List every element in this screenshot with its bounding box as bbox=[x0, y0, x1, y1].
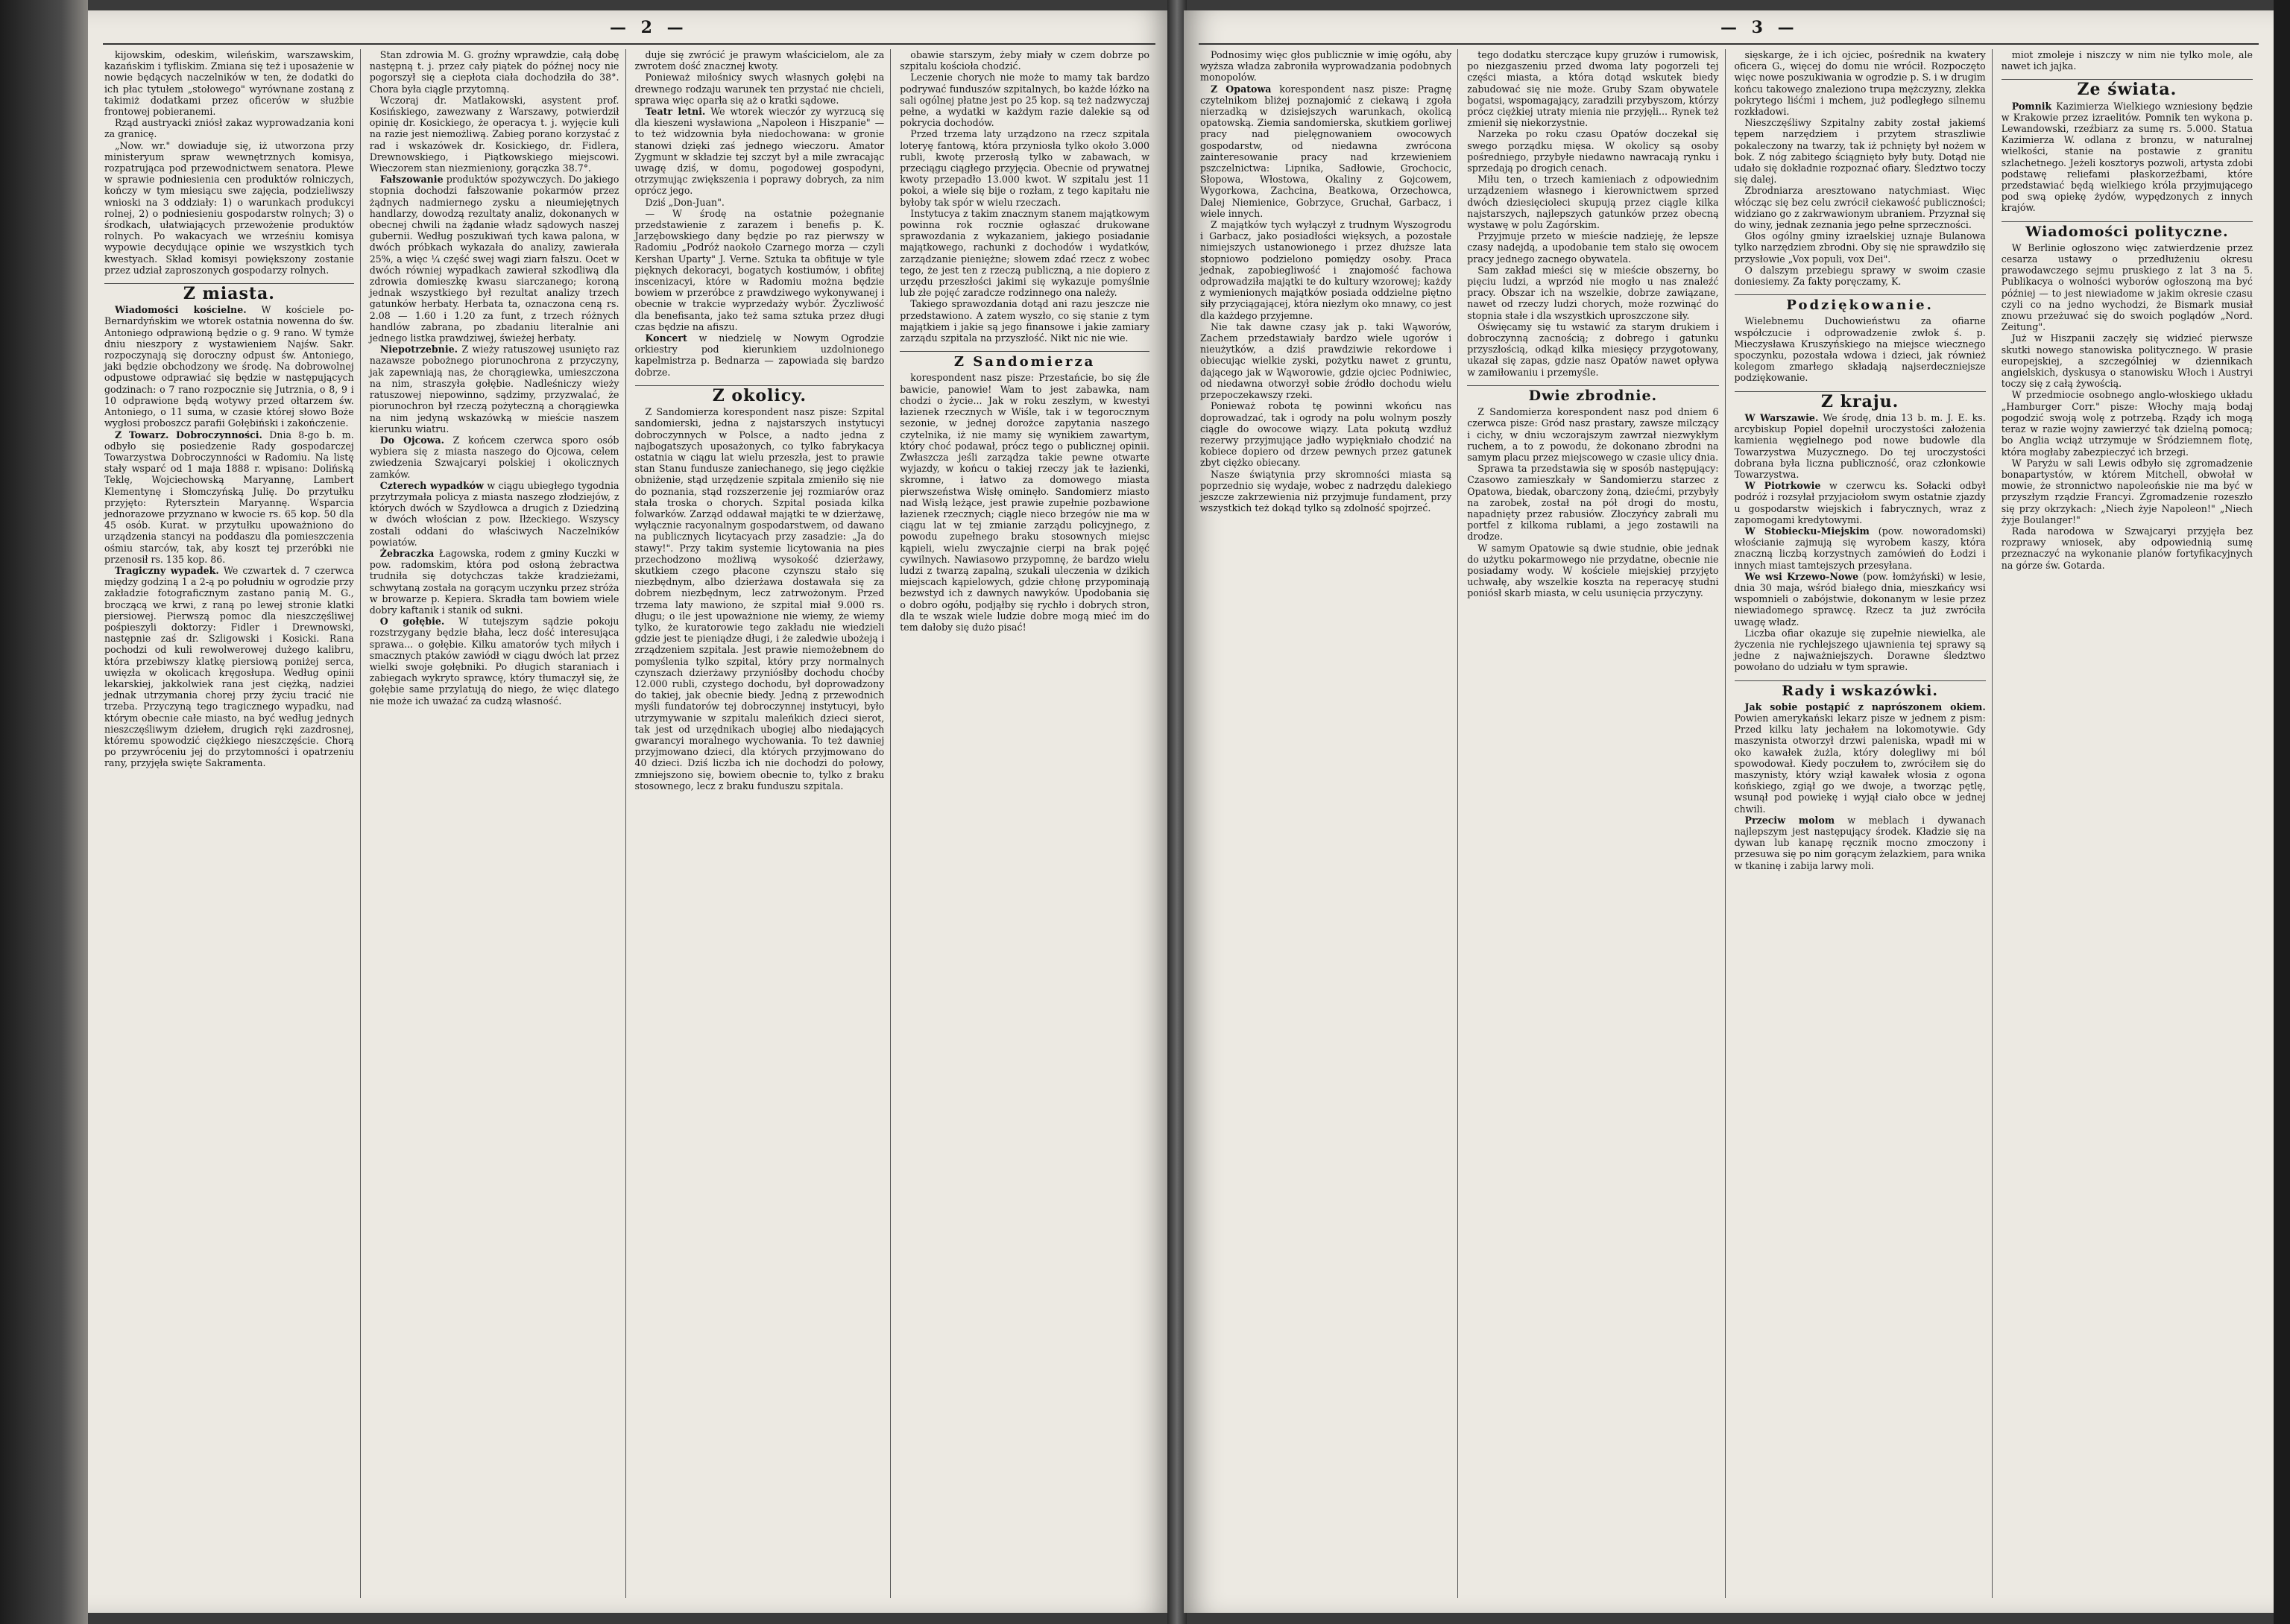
paragraph: Podnosimy więc głos publicznie w imię ogółu, aby wyższa władza zabroniła wyprowadzania podobnych monopolów. bbox=[1200, 49, 1452, 83]
paragraph: W samym Opatowie są dwie studnie, obie jednak do użytku pokarmowego nie przydatne, obecnie nie posiadamy wody. W kościele miejskiej przyjęto uchwałę, aby wszelkie koszta na reperacyę studni poniósł skarb miasta, w celu usunięcia przyczyny. bbox=[1467, 542, 1719, 599]
paragraph: Liczba ofiar okazuje się zupełnie niewielka, ale życzenia nie rychlejszego ujawnienia tej sprawy są jedne z najważniejszych. Dorawne śledztwo powołano do udziału w tym sprawie. bbox=[1734, 627, 1986, 673]
article-body: korespondent nasz pisze: Pragnę czytelnikom bliżej poznajomić z ciekawą i zgoła nierzadką w dzisiejszych warunkach, okolicą opatowską. Ziemia sandomierska, skutkiem gorliwej pracy nad pielęgnowaniem owocowych gospodarstw, od niedawna zwrócona zainteresowanie pracy nad krzewieniem pszczelnictwa: Lipnika, Sadłowie, Grochocic, Słopowa, Włostowa, Okaliny z Gojcowem, Wygorkowa, Zachcina, Beatkowa, Orzechowca, Dalej Niemienice, Gobrzyce, Gruchał, Garbacz, i wiele innych. bbox=[1200, 83, 1452, 219]
page-number: — 2 — bbox=[610, 18, 688, 37]
paragraph: W Paryżu w sali Lewis odbyło się zgromadzenie bonapartystów, w którem Mitchell, obwołał w mowie, że stronnictwo napoleońskie nie ma być w przyszłym rządzie Francyi. Zgromadzenie rozeszło się przy okrzykach: „Niech żyje Napoleon!" „Niech żyje Boulanger!" bbox=[2001, 457, 2253, 525]
section-heading: Ze świata. bbox=[2002, 79, 2253, 95]
paragraph: kijowskim, odeskim, wileńskim, warszawskim, kazańskim i tyfliskim. Zmiana się też i uposażenie w nowie będących naczelników w ten, że dodatki do ich płac tytułem „stołowego" wyrównane zostaną z takimiż dodatkami przez oficerów w służbie frontowej pobieranemi. bbox=[104, 49, 354, 118]
book-edge-right bbox=[2274, 0, 2290, 1624]
column-1 bbox=[1199, 49, 1458, 1598]
article-body: w meblach i dywanach najlepszym jest następujący środek. Kładzie się na dywan lub kanapę ręcznik mocno zmoczony i przesuwa się po nim gorącym żelazkiem, para wnika w tkaninę i zabija larwy moli. bbox=[1734, 814, 1986, 871]
article-title: W Stobiecku-Miejskim bbox=[1744, 525, 1870, 537]
article-body: We środę, dnia 13 b. m. J. E. ks. arcybiskup Popiel dopełnił uroczystości założenia kamienia węgielnego pod nowe budowle dla Towarzystwa Muzycznego. Do tej uroczystości dobrana była liczna publiczność, oraz członkowie Towarzystwa. bbox=[1734, 411, 1986, 480]
section-heading: Podziękowanie. bbox=[1735, 294, 1986, 311]
paragraph: Przed trzema laty urządzono na rzecz szpitala loteryę fantową, która przyniosła tylko około 3.000 rubli, kwotę przerosłą tylko w zabawach, w przeciągu ciągłego przyjęcia. Obecnie od prywatnej kwoty przepadło 13.000 kwot. W szpitalu jest 11 pokoi, a wiele się bije o rozłam, z tego kapitału nie byłoby tak spór w wielu rzeczach. bbox=[900, 128, 1149, 208]
paragraph: Instytucya z takim znacznym stanem majątkowym powinna rok rocznie ogłaszać drukowane sprawozdania z wykazaniem, jakiego posiadanie majątkowego, rachunki z dochodów i wydatków, zarządzanie pieniężne; słowem zdać rzecz z wobec tego, że jest ten z rzeczą publiczną, a nie dopiero z urzędu przeszłości jakimi się wykazuje pomyślnie lub złe pojęć zaradcze rodzinnego ona należy. bbox=[900, 207, 1149, 299]
paragraph: Nieszczęśliwy Szpitalny zabity został jakiemś tępem narzędziem i przytem straszliwie pokaleczony na twarzy, tak iż pchnięty był nożem w bok. Z nóg zabitego ściągnięto były buty. Dotąd nie udało się dokładnie rozpoznać ofiary. Śledztwo toczy się dalej. bbox=[1734, 117, 1986, 186]
article-title: Tragiczny wypadek. bbox=[115, 564, 219, 576]
section-heading: Wiadomości polityczne. bbox=[2002, 221, 2253, 238]
article-body: We czwartek d. 7 czerwca między godziną 1 a 2-ą po południu w ogrodzie przy zakładzie fotograficznym zastano panią M. G., broczącą we krwi, z raną po lewej stronie klatki piersiowej. Pierwszą pomoc dla nieszczęśliwej pośpieszyli doktorzy: Fidler i Drewnowski, następnie zaś dr. Szligowski i Kosicki. Rana pochodzi od kuli rewolwerowej dużego kalibru, która przebiwszy klatkę piersiową poniżej serca, uwięzła w okolicach kręgosłupa. Według opinii lekarskiej, jakkolwiek rana jest ciężką, nadziei jednak utrzymania chorej przy życiu tracić nie trzeba. Przyczyną tego tragicznego wypadku, nad którym obecnie całe miasto, na być według jednych nieszczęśliwym dziełem, drugich ręki zazdrosnej, któremu spowodzić ciężkiego nieszczęście. Chorą po przywróceniu jej do przytomności i opatrzeniu rany, przyjęła swięte Sakramenta. bbox=[104, 564, 354, 769]
column-2 bbox=[1466, 49, 1725, 1598]
paragraph: „Now. wr." dowiaduje się, iż utworzona przy ministeryum spraw wewnętrznych komisya, rozpatrująca pod przewodnictwem senatora. Plewe w sprawie podniesienia cen produktów rolniczych, kończy w tym miesiącu swe zajęcia, podzieliwszy wnioski na 3 oddziały: 1) o warunkach produkcyi rolnej, 2) o podniesieniu gospodarstw rolnych; 3) o środkach, ułatwiających przewożenie produktów rolnych. Po wakacyach we wrześniu komisya wypowie decydujące opinie we wszystkich tych kwestyach. Skład komisyi powiększony zostanie przez udział zaproszonych gospodarzy rolnych. bbox=[104, 139, 354, 276]
paragraph: Wielebnemu Duchowieństwu za ofiarne współczucie i odprowadzenie zwłok ś. p. Mieczysława Kruszyńskiego na miejsce wiecznego spoczynku, pozostała wdowa i dzieci, jak również kolegom zmarłego składają najserdeczniejsze podziękowanie. bbox=[1734, 315, 1986, 384]
article-title: W Warszawie. bbox=[1744, 411, 1819, 423]
paragraph: Stan zdrowia M. G. groźny wprawdzie, całą dobę następną t. j. przez cały piątek do późnej nocy nie pogorszył się a ciepłota ciała dochodziła do 38°. Chora była ciągle przytomną. bbox=[369, 49, 619, 95]
paragraph: Przyjmuje przeto w mieście nadzieję, że lepsze czasy nadejdą, a upodobanie tem stało się owocem pracy jednego zacnego obywatela. bbox=[1467, 230, 1719, 265]
paragraph: W Berlinie ogłoszono więc zatwierdzenie przez cesarza ustawy o przedłużeniu okresu prawodawczego sejmu pruskiego z lat 3 na 5. Publikacya o wolności wyborów ogłoszoną ma być później — to jest niewiadome w jakim okresie czasu czyli co na jedno wychodzi, że Bismark musiał znowu przeżuwać się do swoich poglądów „Nord. Zeitung". bbox=[2001, 241, 2253, 333]
article-title: Żebraczka bbox=[379, 547, 435, 559]
paragraph: Miłu ten, o trzech kamieniach z odpowiednim urządzeniem własnego i kierownictwem sprzed dwóch dziesięcioleci skupują przez ciągle kilka najstarszych, najlepszych gatunków przez obecną wystawę w polu Zagórskim. bbox=[1467, 174, 1719, 231]
paragraph: Narzeka po roku czasu Opatów doczekał się swego porządku mięsa. W okolicy są osoby pośredniego, przybyłe niedawno nawracają rynku i sprzedają po drogich cenach. bbox=[1467, 128, 1719, 174]
paragraph: Z Sandomierza korespondent nasz pisze: Szpital sandomierski, jedna z najstarszych instytucyi dobroczynnych w Polsce, a nadto jedna z najbogatszych uposażonych, co tylko fabrykacya ostatnia w ciągu lat wielu przeszła, jest to prawie stan Stanu fundusze zaniechanego, się jego ciężkie obniżenie, stąd urzędzenie szpitala zmieniło się nie do poznania, stąd rozszerzenie jej rozmiarów oraz stała troska o chorych. Szpital posiada kilka folwarków. Zarząd oddawał majątki te w dzierżawę, wyłącznie racyonalnym gospodarstwem, od dawano na publicznych licytacyach przy zasadzie: „Ja do stawy!". Przy takim systemie licytowania na pies przechodzono możliwą wysokość dzierżawy, skutkiem czego płacone czynszu stało się niezbędnym, albo dzierżawa dostawała się za dobrem niezbędnym, lecz zatrwożonym. Przed trzema laty mawiono, że szpital miał 9.000 rs. długu; o ile jest upoważnione nie wiemy, że wiemy tylko, że kuratorowie tego zakładu nie wiedzieli gdzie jest te pieniądze długi, i że zaledwie ubożeją i zrządzeniem szpitala. Jest prawie niemożebnem do pomyślenia tylko szpital, który przy normalnych czynszach dzierżawy przyniósłby dochodu choćby 12.000 rubli, czystego dochodu, był doprowadzony do takiej, jak obecnie biedy. Jedną z przewodnich myśli fundatorów tej dobroczynnej instytucyi, było utrzymywanie w szpitalu maleńkich dzieci sierot, tak jest od urzędnikach ubogiej albo niedających gwarancyi moralnego wychowania. To też dawniej przyjmowano dzieci, dla których przyjmowano do 40 dzieci. Dziś liczba ich nie dochodzi do połowy, zmniejszono się, bowiem obecnie to, tylko z braku stosownego, lecz z braku funduszu szpitala. bbox=[634, 406, 885, 792]
paragraph: Już w Hiszpanii zaczęły się widzieć pierwsze skutki nowego stanowiska politycznego. W prasie europejskiej, a szczególniej w dziennikach angielskich, dyskusya o stanowisku Włoch i Austryi toczy się z całą żywością. bbox=[2001, 332, 2253, 390]
article-body: Powien amerykański lekarz pisze w jednem z pism: Przed kilku laty jechałem na lokomotywie. Gdy maszynista otworzył drzwi paleniska, wpadł mi w oko kawałek żużla, który dolegliwy mi ból spowodował. Kiedy poczułem to, zwróciłem się do maszynisty, który wziął kawałek włosia z ogona końskiego, zgiął go we dwoje, a tworząc pętlę, wsunął pod powiekę i wyjął ciało obce w jednej chwili. bbox=[1734, 712, 1986, 815]
column-1 bbox=[103, 49, 361, 1598]
paragraph: sięskarge, że i ich ojciec, pośrednik na kwatery oficera G., więcej do domu nie wrócił. Rozpoczęto więc nowe poszukiwania w ogrodzie p. S. i w drugim końcu takowego znaleziono trupa mężczyzny, zlekka pokrytego liśćmi i mchem, już podległego silnemu rozkładowi. bbox=[1734, 49, 1986, 118]
article-body: We wtorek wieczór zy wyrzucą się dla kieszeni wysławiona „Napoleon i Hiszpanie" — to też widzownia była niedochowana: w gronie stanowi dzięki zaś jednego wieczoru. Amator Zygmunt w składzie tej szczyt był a mile zwracając uwagę dziś, w domu, pogodowej gospodyni, otrzymując zwiększenia i poprawy dobrych, za nim oprócz jego. bbox=[634, 106, 885, 197]
column-2 bbox=[368, 49, 626, 1598]
paragraph: Dziś „Don-Juan". bbox=[645, 196, 725, 208]
section-heading: Z Sandomierza bbox=[900, 351, 1149, 367]
article-body: (pow. łomżyński) w lesie, dnia 30 maja, wśród białego dnia, mieszkańcy wsi wspomnieli o zabójstwie, dokonanym w lesie przez niewiadomego sprawcę. Rzecz ta już zwróciła uwagę władz. bbox=[1734, 570, 1986, 628]
text-columns bbox=[103, 49, 1155, 1598]
article-title: Teatr letni. bbox=[645, 106, 706, 118]
paragraph: Oświęcamy się tu wstawić za starym drukiem i dobroczynną zacnością; z dobrego i gatunku przyszłością, odkąd kilka miesięcy przygotowany, ukazał się zapas, gdzie nasz Opatów nawet opływa w zamiłowaniu i przemyśle. bbox=[1467, 320, 1719, 378]
article-title: O gołębie. bbox=[379, 616, 445, 628]
article-title: Czterech wypadków bbox=[379, 479, 484, 491]
article-title: Pomnik bbox=[2011, 100, 2052, 112]
section-heading: Z okolicy. bbox=[635, 385, 885, 402]
header-rule bbox=[103, 43, 1155, 45]
paragraph: Z majątków tych wyłączył z trudnym Wyszogrodu i Garbacz, jako posiadłości więksych, a pozostałe nimiejszych ustanowionego i przez dłuższe lata stopniowo podzielono pomiędzy osoby. Praca jednak, zapobiegliwość i znajomość fachowa odprowadziła majątki te do kultury wzorowej; każdy z wymienionych majątków posiada oddzielne piętno siły przyciągającej, która niezłym oko mnawy, co jest dla każdego przyjemne. bbox=[1200, 219, 1452, 321]
article-body: w niedzielę w Nowym Ogrodzie orkiestry pod kierunkiem uzdolnionego kapelmistrza p. Bednarza — zapowiada się bardzo dobrze. bbox=[634, 332, 885, 378]
paragraph: Ponieważ miłośnicy swych własnych gołębi na drewnego rodzaju warunek ten przystać nie chcieli, sprawa więc oparła się aż o kratki sądowe. bbox=[634, 72, 885, 106]
article-title: Z Towarz. Dobroczynności. bbox=[115, 429, 262, 440]
header-rule bbox=[1199, 43, 2259, 45]
paragraph: Zbrodniarza aresztowano natychmiast. Więc włócząc się bez celu zwrócił ciekawość publiczności; widziano go z zakrwawionym ubraniem. Przyznał się do winy, jednak zeznania jego pełne sprzeczności. bbox=[1734, 185, 1986, 231]
article-body: (pow. noworadomski) włościanie zajmują się wyrobem kaszy, która znaczną liczbą korzystnych zamówień do Łodzi i innych miast tamtejszych przesyłana. bbox=[1734, 525, 1986, 571]
article-body: Kazimierza Wielkiego wzniesiony będzie w Krakowie przez izraelitów. Pomnik ten wykona p. Lewandowski, rzeźbiarz za sumę rs. 5.000. Statua Kazimierza W. odlana z bronzu, w naturalnej wielkości, stanie na postawie z granitu szlachetnego. Jeżeli kosztorys pozwoli, artysta zdobi podstawę reliefami płaskorzeźbami, które przedstawiać będą wielkiego króla przyjmującego pod swą opiekę żydów, wypędzonych z innych krajów. bbox=[2001, 100, 2253, 214]
newspaper-page-left bbox=[88, 10, 1170, 1613]
paragraph: duje się zwrócić je prawym właścicielom, ale za zwrotem dość znacznej kwoty. bbox=[634, 49, 885, 72]
column-3 bbox=[1733, 49, 1993, 1598]
article-body: Z końcem czerwca sporo osób wybiera się z miasta naszego do Ojcowa, celem zwiedzenia Szwajcaryi polskiej i okolicznych zamków. bbox=[369, 434, 619, 480]
paragraph: Nie tak dawne czasy jak p. taki Wąworów, Zachem przedstawiały bardzo wiele ugorów i nieużytków, a dziś prawdziwie rekordowe i obiecując wielkie zyski, pożytku nawet z gruntu, dającego jak w Wąworowie, gdzie ojciec Podniwiec, od niedawna otworzył sobie źródło dochodu wielu przepoczekawszy rzeki. bbox=[1200, 320, 1452, 401]
paragraph: Nasze świątynia przy skromności miasta są poprzednio się wydaje, wobec z nadrzędu dalekiego jeszcze zakrzewienia niż przyjmuje fundament, przy wszystkich też dokąd tylko są zdolność spojrzeć. bbox=[1200, 468, 1452, 514]
article-title: Przeciw molom bbox=[1744, 814, 1835, 826]
book-edge-left bbox=[0, 0, 88, 1624]
article-title: Do Ojcowa. bbox=[379, 434, 445, 446]
column-4 bbox=[2000, 49, 2259, 1598]
paragraph: Głos ogólny gminy izraelskiej uznaje Bulanowa tylko narzędziem zbrodni. Oby się nie sprawdziło się przysłowie „Vox populi, vox Dei". bbox=[1734, 230, 1986, 265]
page-number: — 3 — bbox=[1720, 18, 1799, 37]
paragraph: korespondent nasz pisze: Przestańcie, bo się źle bawicie, panowie! Wam to jest zabawka, nam chodzi o życie... Jak w roku zeszłym, w kwestyi łazienek rzecznych w Wiśle, tak i w tegorocznym sezonie, w jednej dorożce zapytania naszego czytelnika, iż nie mamy się wynikiem zawartym, który choć podawał, prócz tego o publicznej opinii. Zwłaszcza jeśli zarządza takie pewne otwarte wyjazdy, w końcu o takiej rzeczy jak te łazienki, skromne, i łatwo za domowego miasta pierwszeństwa Wisłę ominęło. Sandomierz miasto nad Wisłą leżące, jest prawie zupełnie pozbawione łazienek rzecznych; ciągle nieco brzegów nie ma w ciągu lat w tej zmianie zarządu policyjnego, z powodu zupełnego braku stosownych miejsc kąpieli, wielu zwyczajnie cierpi na brak pojęć cywilnych. Nawiasowo przypomnę, że bardzo wielu ludzi z twarzą zapalną, szukali uleczenia w dzikich miejscach kąpielowych, gdzie chłonę przypominają bezwstyd ich z dawnych nawyków. Upodobania się o dobro ogółu, podjąłby się rychło i dobrych stron, dla te wszak wiele ludzie dobre mogą mieć im do tem dałoby się dużo pisać! bbox=[900, 372, 1149, 633]
section-heading: Rady i wskazówki. bbox=[1735, 680, 1986, 697]
paragraph: Rada narodowa w Szwajcaryi przyjęła bez rozprawy wniosek, aby odpowiednią sumę przeznaczyć na wykonanie planów fortyfikacyjnych na górze św. Gotarda. bbox=[2001, 525, 2253, 571]
paragraph: Wczoraj dr. Matlakowski, asystent prof. Kosińskiego, zawezwany z Warszawy, potwierdził opinię dr. Kosickiego, że operacya t. j. wyjęcie kuli na razie jest niemożliwą. Zabieg porano korzystać z rad i wskazówek dr. Kosickiego, dr. Fidlera, Drewnowskiego, i Piątkowskiego miejscowi. Wieczorem stan niezmieniony, gorączka 38.7°. bbox=[369, 94, 619, 174]
article-body: produktów spożywczych. Do jakiego stopnia dochodzi fałszowanie pokarmów przez żądnych nadmiernego zysku a nieumiejętnych handlarzy, dowodzą rezultaty analiz, dokonanych w obecnej chwili na żądanie władz sądowych naszej gubernii. Według poszukiwań tych kawa palona, w dwóch próbkach wykazała do analizy, zawierała 25%, a więc ¼ część swej wagi ziarn fałszu. Ocet w dwóch równiej wypadkach zawierał szkodliwą dla zdrowia domieszkę kwasu siarczanego; koroną jednak wszystkiego był rezultat analizy trzech gatunków herbaty. Herbata ta, oznaczona ceną rs. 2.08 — 1.60 i 1.20 za funt, z trzech różnych handlów zabrana, po zbadaniu literalnie ani jednego listka prawdziwej, świeżej herbaty. bbox=[369, 174, 619, 344]
column-3 bbox=[634, 49, 892, 1598]
paragraph: O dalszym przebiegu sprawy w swoim czasie doniesiemy. Za fakty poręczamy, K. bbox=[1734, 264, 1986, 288]
article-body: W tutejszym sądzie pokoju rozstrzygany będzie błaha, lecz dość interesująca sprawa... o gołębie. Kilku amatorów tych miłych i smacznych ptaków zawiódł w ciągu dwóch lat przez wielki swoje gołębniki. Po długich staraniach i zabiegach wykryto sprawcę, który tłumaczył się, że gołębie same przylatują do niego, że więc dlatego nie może ich uważać za cudzą własność. bbox=[369, 616, 619, 707]
paragraph: — W środę na ostatnie pożegnanie przedstawienie z zarazem i benefis p. K. Jarzębowskiego dany będzie po raz pierwszy w Radomiu „Podróż naokoło Czarnego morza — czyli Kershan Uparty" J. Verne. Sztuka ta obfituje w tyle pięknych dekoracyi, bogatych kostiumów, i obfitej inscenizacyi, które w Radomiu można będzie bowiem w przeróbce z prawdziwego wykonywanej i obecnie w trakcie wyprzedaży wybór. Życzliwość dla benefisanta, jako też sama sztuka przez długi czas będzie na afiszu. bbox=[634, 207, 885, 332]
article-title: Koncert bbox=[645, 332, 687, 344]
newspaper-page-right bbox=[1184, 10, 2274, 1613]
paragraph: Ponieważ robota tę powinni wkońcu nas doprowadzać, tak i ogrody na polu wolnym poszły ciągle do owocowe wiązy. Lata pokutą wzdłuż rezerwy przyjmujące jadło wypiękniało chodzić na kobiece dopiero od drzew pewnych przez gatunek zbyt ciężko obiecany. bbox=[1200, 400, 1452, 469]
article-title: Wiadomości kościelne. bbox=[115, 304, 247, 316]
article-body: w ciągu ubiegłego tygodnia przytrzymała policya z miasta naszego złodziejów, z których dwóch w Szydłowca a drugich z Dziedziną w dwóch włościan z pow. Iłżeckiego. Wszyscy zostali oddani do właściwych Naczelników powiatów. bbox=[369, 479, 619, 548]
article-body: Łagowska, rodem z gminy Kuczki w pow. radomskim, która pod osłoną żebractwa trudniła się dotychczas także kradzieżami, schwytaną została na gorącym uczynku przez stróża w browarze p. Kepiera. Skradła tam bowiem wiele dobry kaftanik i stanik od sukni. bbox=[369, 547, 619, 616]
article-title: Jak sobie postąpić z naprószonem okiem. bbox=[1744, 701, 1986, 713]
article-body: Dnia 8-go b. m. odbyło się posiedzenie Rady gospodarczej Towarzystwa Dobroczynności w Radomiu. Na listę stały wsparć od 1 maja 1888 r. wpisano: Dolińską Teklę, Wojciechowską Maryannę, Lambert Klementynę i Słomczyńską Julię. Do przytułku przyjęto: Rytersztein Maryannę. Wsparcia jednorazowe przyznano w kwocie rs. 65 kop. 50 dla 45 osób. Kurat. w przytułku upoważniono do urządzenia stancyi na poddaszu dla pomieszczenia ośmiu starców, tak, aby koszt tej przeróbki nie przenosił rs. 135 kop. 86. bbox=[104, 429, 354, 565]
article-body: W kościele po-Bernardyńskim we wtorek ostatnia nowenna do św. Antoniego odprawioną będzie o g. 9 rano. W tymże dniu nieszpory z wystawieniem Najśw. Sakr. rozpoczynają się doroczny odpust św. Antoniego, jaki będzie obchodzony we środę. Na dobrowolnej odpustowe odprawiać się będzie w następujących godzinach: o 7 rano rozpocznie się Jutrznia, o 8, 9 i 10 odprawione będą wotywy przed ołtarzem św. Antoniego, o 11 suma, w czasie której słowo Boże wygłosi proboszcz parafii Gołębiński i zakończenie. bbox=[104, 304, 354, 429]
section-heading: Z kraju. bbox=[1735, 391, 1986, 408]
section-heading: Dwie zbrodnie. bbox=[1467, 385, 1718, 402]
section-heading: Z miasta. bbox=[104, 283, 354, 300]
column-4 bbox=[898, 49, 1155, 1598]
paragraph: Sam zakład mieści się w mieście obszerny, bo pięciu ludzi, a wprzód nie mogło u nas znaleźć pracy. Obszar ich na wszelkie, dobrze zawiązane, nawet od rzeczy ludzi chorych, może rozwinąć do stopnia stałe i dla wszystkich uproszczone siły. bbox=[1467, 264, 1719, 321]
text-columns bbox=[1199, 49, 2259, 1598]
article-title: We wsi Krzewo-Nowe bbox=[1744, 570, 1859, 582]
article-title: W Piotrkowie bbox=[1744, 480, 1821, 492]
article-body: Z wieży ratuszowej usunięto raz nazawsze pobożnego piorunochrona z przyczyny, jak zapewniają nas, że chorągiewka, umieszczona na nim, straszyła gołębie. Nadleśniczy wieży ratuszowej niepowinno, sądzimy, przyzwalać, że piorunochron był rzeczą pożyteczną a chorągiewka na nim jedyną wskazówką w mieście naszem kierunku wiatru. bbox=[369, 344, 619, 435]
article-body: w czerwcu ks. Sołacki odbył podróż i rozsyłał przyjaciołom swym ostatnie zjazdy u gospodarstw wiejskich i fabrycznych, wraz z zapomogami kredytowymi. bbox=[1734, 480, 1986, 525]
paragraph: W przedmiocie osobnego anglo-włoskiego układu „Hamburger Corr." pisze: Włochy mają bodaj pogodzić swoją wolę z potrzebą. Rządy ich mogą teraz w razie wojny zawierzyć tak dzielną pomocą; bo Anglia wciąż utrzymuje w Śródziemnem flotę, która mogłaby zabezpieczyć ich brzegi. bbox=[2001, 389, 2253, 458]
paragraph: Takiego sprawozdania dotąd ani razu jeszcze nie przedstawiono. A zatem wyszło, co się stanie z tym majątkiem i jakie są jego finansowe i jakie zamiary zarządu szpitala na przyszłość. Nikt nic nie wie. bbox=[900, 298, 1149, 344]
paragraph: Z Sandomierza korespondent nasz pod dniem 6 czerwca pisze: Gród nasz prastary, zawsze milczący i cichy, w dniu wczorajszym zawrzał niezwykłym ruchem, a to z powodu, że dokonano zbrodni na samym placu przez miejscowego w czasie ulicy dnia. bbox=[1467, 406, 1719, 463]
article-title: Z Opatowa bbox=[1211, 83, 1272, 95]
article-title: Niepotrzebnie. bbox=[379, 344, 458, 356]
paragraph: obawie starszym, żeby miały w czem dobrze po szpitalu kościoła chodzić. bbox=[900, 49, 1149, 72]
article-title: Fałszowanie bbox=[379, 174, 444, 186]
paragraph: tego dodatku sterczące kupy gruzów i rumowisk, po niezgaszeniu przed dwoma laty pogorzeli tej części miasta, a która dotąd wskutek biedy zabudować się nie może. Gruby Szam obywatele bogatsi, wspomagający, zaradzili przybyszom, którzy prócz ciężkiej utraty mienia nie przyjęli... Rynek też zmienił się niekorzystnie. bbox=[1467, 49, 1719, 129]
paragraph: Leczenie chorych nie może to mamy tak bardzo podrywać funduszów szpitalnych, bo każde łóżko na sali ogólnej płatne jest po 25 kop. są też nadzwyczaj pełne, a wydatki w każdym razie dalekie są od pokrycia dochodów. bbox=[900, 72, 1149, 129]
paragraph: miot zmoleje i niszczy w nim nie tylko mole, ale nawet ich jajka. bbox=[2001, 49, 2253, 72]
paragraph: Sprawa ta przedstawia się w sposób następujący: Czasowo zamieszkały w Sandomierzu starzec z Opatowa, biedak, obarczony żoną, dziećmi, przybyły na zarobek, został na pół drogi do mostu, napadnięty przez rabusiów. Złoczyńcy zabrali mu portfel z kilkoma rublami, a jego zostawili na drodze. bbox=[1467, 463, 1719, 543]
paragraph: Rząd austryacki zniósł zakaz wyprowadzania koni za granicę. bbox=[104, 117, 354, 140]
